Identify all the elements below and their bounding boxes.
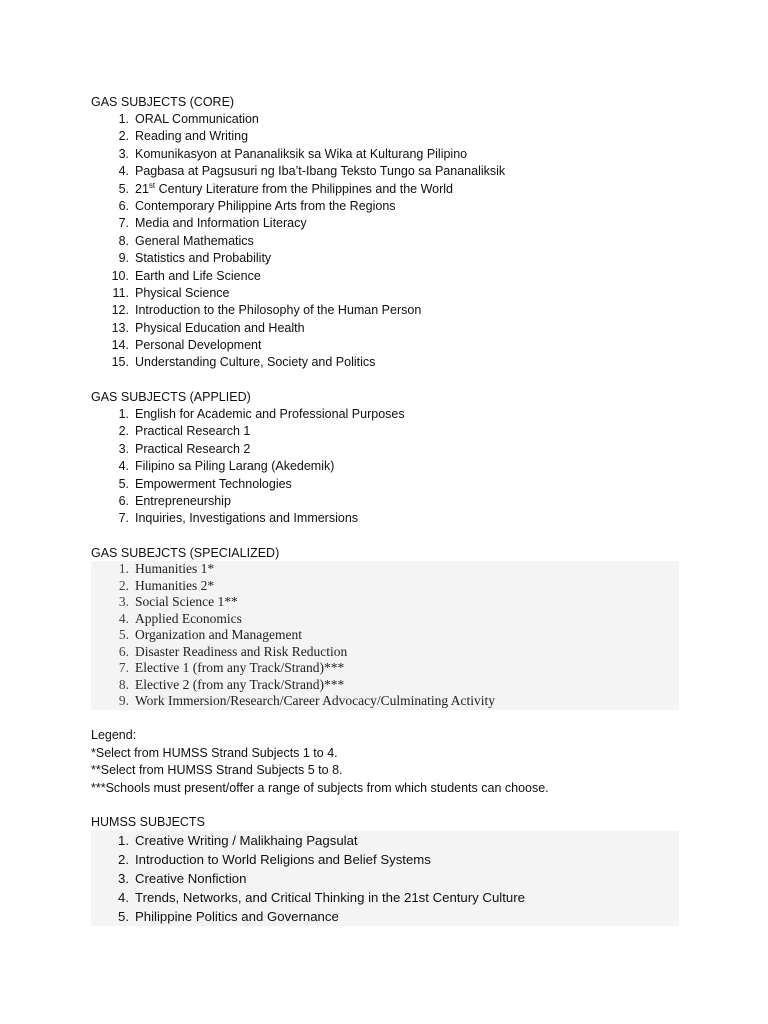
list-item-text-main: 21 bbox=[135, 181, 149, 196]
list-item-text bbox=[135, 850, 431, 869]
list-item-text-main: Introduction to the Philosophy of the Human Person bbox=[135, 303, 422, 318]
list-item bbox=[91, 831, 679, 850]
list-item bbox=[91, 285, 679, 302]
applied-subject-list bbox=[91, 406, 679, 528]
list-item bbox=[91, 181, 679, 198]
list-item bbox=[91, 611, 679, 628]
list-item bbox=[91, 320, 679, 337]
list-item-text-main: Elective 2 (from any Track/Strand)*** bbox=[135, 676, 345, 692]
list-item-text-main: Statistics and Probability bbox=[135, 251, 272, 266]
list-item-text-main: Applied Economics bbox=[135, 610, 242, 626]
list-item-number: 13. bbox=[111, 320, 129, 335]
list-item bbox=[91, 493, 679, 510]
list-item bbox=[91, 476, 679, 493]
list-item bbox=[91, 627, 679, 644]
list-item bbox=[91, 888, 679, 907]
list-item-text-main: Introduction to World Religions and Belief Systems bbox=[135, 852, 431, 867]
core-subject-list bbox=[91, 111, 679, 372]
list-item-text bbox=[135, 354, 375, 371]
list-item-text bbox=[135, 458, 334, 475]
list-item-text-rest: Century Literature from the Philippines and the World bbox=[155, 181, 453, 196]
list-item-text-main: Practical Research 1 bbox=[135, 424, 251, 439]
list-item bbox=[91, 594, 679, 611]
list-item-text-main: Understanding Culture, Society and Politics bbox=[135, 355, 376, 370]
list-item bbox=[91, 907, 679, 926]
list-item-text-main: Work Immersion/Research/Career Advocacy/Culminating Activity bbox=[135, 693, 495, 708]
list-item-text-main: General Mathematics bbox=[135, 233, 254, 248]
list-item-number: 2. bbox=[118, 129, 129, 144]
list-item-number: 5. bbox=[118, 181, 129, 196]
list-item-text-main: Humanities 2* bbox=[135, 577, 215, 593]
humss-heading: HUMSS SUBJECTS bbox=[91, 815, 205, 829]
list-item-number: 1. bbox=[118, 833, 129, 848]
list-item bbox=[91, 128, 679, 145]
list-item-text bbox=[135, 250, 271, 267]
list-item-text bbox=[135, 181, 453, 198]
list-item-text bbox=[135, 476, 292, 493]
list-item-number: 6. bbox=[118, 643, 129, 659]
list-item-text bbox=[135, 611, 242, 628]
specialized-subject-list bbox=[91, 561, 679, 710]
list-item-number: 4. bbox=[118, 610, 129, 626]
list-item-number: 8. bbox=[118, 233, 129, 248]
list-item-text bbox=[135, 693, 495, 710]
list-item-text-main: Creative Writing / Malikhaing Pagsulat bbox=[135, 833, 358, 848]
list-item-text bbox=[135, 163, 505, 180]
list-item-text bbox=[135, 561, 214, 578]
list-item-text-main: Personal Development bbox=[135, 338, 262, 353]
list-item-text bbox=[135, 660, 344, 677]
list-item-number: 10. bbox=[111, 268, 129, 283]
list-item-number: 7. bbox=[118, 511, 129, 526]
list-item-text bbox=[135, 888, 525, 907]
list-item-number: 9. bbox=[118, 251, 129, 266]
list-item bbox=[91, 146, 679, 163]
humss-subject-list bbox=[91, 831, 679, 926]
list-item-text bbox=[135, 285, 230, 302]
list-item-text-main: English for Academic and Professional Purposes bbox=[135, 407, 405, 421]
legend-line: *Select from HUMSS Strand Subjects 1 to 4. bbox=[91, 745, 338, 760]
list-item-number: 14. bbox=[111, 338, 129, 353]
list-item-text bbox=[135, 578, 214, 595]
list-item bbox=[91, 677, 679, 694]
list-item-number: 6. bbox=[118, 493, 129, 508]
list-item-text bbox=[135, 441, 250, 458]
superscript: st bbox=[148, 180, 156, 190]
list-item-text-main: Philippine Politics and Governance bbox=[135, 909, 339, 924]
list-item-text bbox=[135, 677, 344, 694]
list-item bbox=[91, 406, 679, 423]
list-item-number: 2. bbox=[118, 577, 129, 593]
list-item-number: 2. bbox=[118, 424, 129, 439]
list-item bbox=[91, 693, 679, 710]
list-item bbox=[91, 250, 679, 267]
list-item-text-main: Physical Education and Health bbox=[135, 320, 305, 335]
list-item-text bbox=[135, 644, 347, 661]
list-item-number: 1. bbox=[118, 112, 129, 126]
list-item-number: 1. bbox=[118, 561, 129, 576]
list-item-number: 11. bbox=[112, 285, 129, 300]
list-item-text-main: Filipino sa Piling Larang (Akedemik) bbox=[135, 459, 335, 474]
list-item-number: 3. bbox=[118, 871, 129, 886]
list-item bbox=[91, 850, 679, 869]
list-item bbox=[91, 561, 679, 578]
list-item bbox=[91, 869, 679, 888]
list-item-number: 4. bbox=[118, 890, 129, 905]
list-item-text bbox=[135, 320, 305, 337]
list-item-text-main: Physical Science bbox=[135, 285, 230, 300]
list-item-number: 4. bbox=[118, 459, 129, 474]
list-item-text bbox=[135, 268, 261, 285]
list-item bbox=[91, 423, 679, 440]
list-item-number: 5. bbox=[118, 627, 129, 642]
list-item-text-main: Komunikasyon at Pananaliksik sa Wika at Kulturang Pilipino bbox=[135, 146, 468, 161]
core-heading: GAS SUBJECTS (CORE) bbox=[91, 95, 235, 109]
list-item-text-main: Contemporary Philippine Arts from the Regions bbox=[135, 198, 396, 213]
list-item-text bbox=[135, 233, 254, 250]
list-item-text bbox=[135, 128, 248, 145]
list-item-text bbox=[135, 510, 358, 527]
list-item-text bbox=[135, 337, 261, 354]
list-item bbox=[91, 441, 679, 458]
list-item-number: 3. bbox=[118, 594, 129, 609]
list-item-text bbox=[135, 423, 250, 440]
list-item-number: 3. bbox=[118, 441, 129, 456]
list-item-text-main: Creative Nonfiction bbox=[135, 871, 247, 886]
list-item bbox=[91, 163, 679, 180]
specialized-heading: GAS SUBEJCTS (SPECIALIZED) bbox=[91, 546, 280, 560]
list-item-number: 6. bbox=[118, 198, 129, 213]
list-item-text bbox=[135, 215, 307, 232]
list-item-number: 5. bbox=[118, 476, 129, 491]
list-item-text-main: Inquiries, Investigations and Immersions bbox=[135, 511, 359, 526]
list-item-text bbox=[135, 493, 231, 510]
list-item-text bbox=[135, 111, 259, 128]
list-item bbox=[91, 458, 679, 475]
list-item-text bbox=[135, 146, 467, 163]
list-item-text-main: Disaster Readiness and Risk Reduction bbox=[135, 643, 348, 659]
list-item-text bbox=[135, 302, 421, 319]
list-item-number: 2. bbox=[118, 852, 129, 867]
list-item bbox=[91, 111, 679, 128]
list-item bbox=[91, 198, 679, 215]
list-item bbox=[91, 660, 679, 677]
list-item bbox=[91, 233, 679, 250]
list-item-text-main: Humanities 1* bbox=[135, 561, 215, 576]
list-item-text-main: Elective 1 (from any Track/Strand)*** bbox=[135, 660, 345, 675]
list-item bbox=[91, 302, 679, 319]
list-item bbox=[91, 354, 679, 371]
list-item-text-main: Pagbasa at Pagsusuri ng Iba’t-Ibang Teksto Tungo sa Pananaliksik bbox=[135, 164, 506, 179]
list-item-number: 3. bbox=[118, 146, 129, 161]
legend-line: **Select from HUMSS Strand Subjects 5 to 8. bbox=[91, 763, 343, 777]
list-item-text-main: Empowerment Technologies bbox=[135, 476, 292, 491]
list-item-text-main: Media and Information Literacy bbox=[135, 216, 307, 231]
list-item-number: 9. bbox=[118, 693, 129, 708]
list-item-text bbox=[135, 869, 246, 888]
list-item-number: 15. bbox=[111, 355, 129, 370]
list-item-text-main: Reading and Writing bbox=[135, 129, 249, 144]
list-item-text-main: Practical Research 2 bbox=[135, 441, 251, 456]
list-item-text-main: Organization and Management bbox=[135, 627, 302, 642]
list-item-text-main: Earth and Life Science bbox=[135, 268, 261, 283]
list-item-text bbox=[135, 907, 339, 926]
list-item-text bbox=[135, 831, 358, 850]
list-item bbox=[91, 268, 679, 285]
legend-title: Legend: bbox=[91, 728, 137, 742]
list-item-number: 1. bbox=[118, 407, 129, 421]
list-item-number: 5. bbox=[118, 909, 129, 924]
list-item-number: 7. bbox=[118, 216, 129, 231]
legend-line: ***Schools must present/offer a range of subjects from which students can choose. bbox=[91, 780, 549, 795]
list-item-number: 7. bbox=[118, 660, 129, 675]
list-item-text-main: Entrepreneurship bbox=[135, 493, 231, 508]
list-item bbox=[91, 215, 679, 232]
list-item-number: 8. bbox=[118, 676, 129, 692]
list-item bbox=[91, 644, 679, 661]
list-item-text bbox=[135, 198, 396, 215]
list-item bbox=[91, 578, 679, 595]
legend bbox=[91, 727, 549, 797]
list-item-text bbox=[135, 594, 238, 611]
list-item-text-main: Social Science 1** bbox=[135, 594, 238, 609]
list-item bbox=[91, 337, 679, 354]
list-item-text-main: ORAL Communication bbox=[135, 112, 259, 126]
applied-heading: GAS SUBJECTS (APPLIED) bbox=[91, 390, 251, 404]
list-item-number: 4. bbox=[118, 164, 129, 179]
list-item-text bbox=[135, 406, 405, 423]
list-item bbox=[91, 510, 679, 527]
list-item-text bbox=[135, 627, 302, 644]
list-item-text-main: Trends, Networks, and Critical Thinking in the 21st Century Culture bbox=[135, 890, 525, 905]
list-item-number: 12. bbox=[111, 303, 129, 318]
